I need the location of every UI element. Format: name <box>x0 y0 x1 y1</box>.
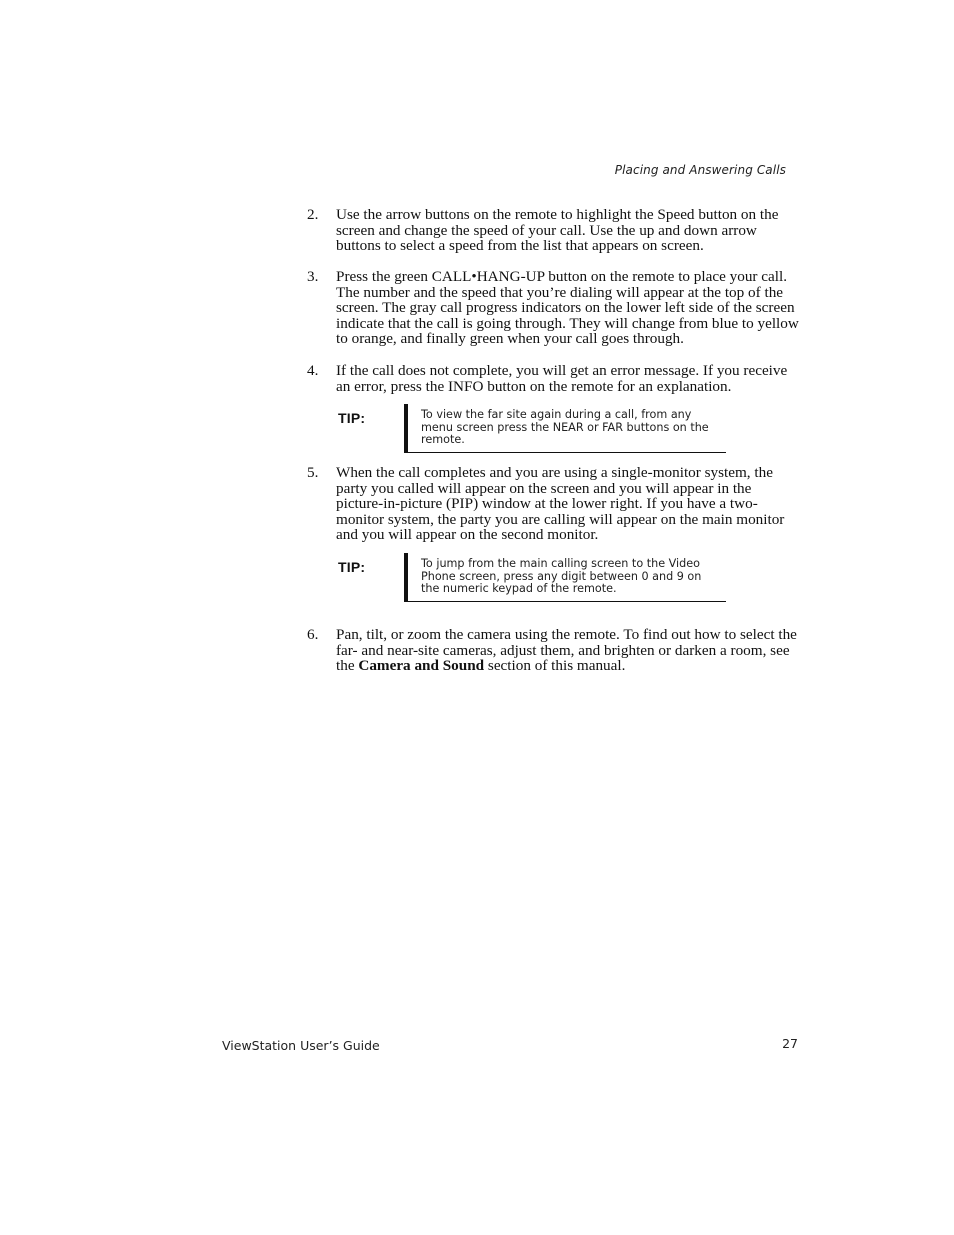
step-6 <box>307 627 799 674</box>
running-header: Placing and Answering Calls <box>614 163 786 177</box>
step-text: If the call does not complete, you will get an error message. If you receive an error, press the INFO button on the remote for an explanation. <box>336 362 788 395</box>
step-text-end: section of this manual. <box>484 657 626 675</box>
step-number: 3. <box>307 268 319 285</box>
step-4 <box>307 363 799 394</box>
step-2 <box>307 207 799 254</box>
step-3 <box>307 269 799 347</box>
step-number: 5. <box>307 464 319 481</box>
footer-guide-title: ViewStation User’s Guide <box>222 1038 380 1053</box>
step-text: Press the green CALL•HANG-UP button on the remote to place your call. The number and the speed that you’re dialing will appear at the top of the screen. The gray call progress indicators on the lower left side of the screen indicate that the call is going through. They will change from blue to yellow to orange, and finally green when your call goes through. <box>336 268 799 348</box>
step-text: Use the arrow buttons on the remote to highlight the Speed button on the screen and change the speed of your call. Use the up and down arrow buttons to select a speed from the list that appears on screen. <box>336 206 779 255</box>
step-5 <box>307 465 799 543</box>
step-text: When the call completes and you are using a single-monitor system, the party you called will appear on the screen and you will appear in the picture-in-picture (PIP) window at the lower right. If you have a two-monitor system, the party you are calling will appear on the main monitor and you will appear on the second monitor. <box>336 464 785 544</box>
step-text <box>336 627 799 674</box>
tip-text: To view the far site again during a call, from any menu screen press the NEAR or FAR buttons on the remote. <box>404 404 726 453</box>
step-number: 2. <box>307 206 319 223</box>
step-text-start: Pan, tilt, or zoom the camera using the remote. To find out how to select the far- and near-site cameras, adjust them, and brighten or darken a room, see the <box>336 626 797 675</box>
page-number: 27 <box>782 1036 798 1051</box>
step-number: 6. <box>307 626 319 643</box>
tip-text: To jump from the main calling screen to the Video Phone screen, press any digit between 0 and 9 on the numeric keypad of the remote. <box>404 553 726 602</box>
manual-section-reference: Camera and Sound <box>358 657 485 675</box>
step-number: 4. <box>307 362 319 379</box>
tip-label: TIP: <box>338 559 366 575</box>
tip-label: TIP: <box>338 410 366 426</box>
